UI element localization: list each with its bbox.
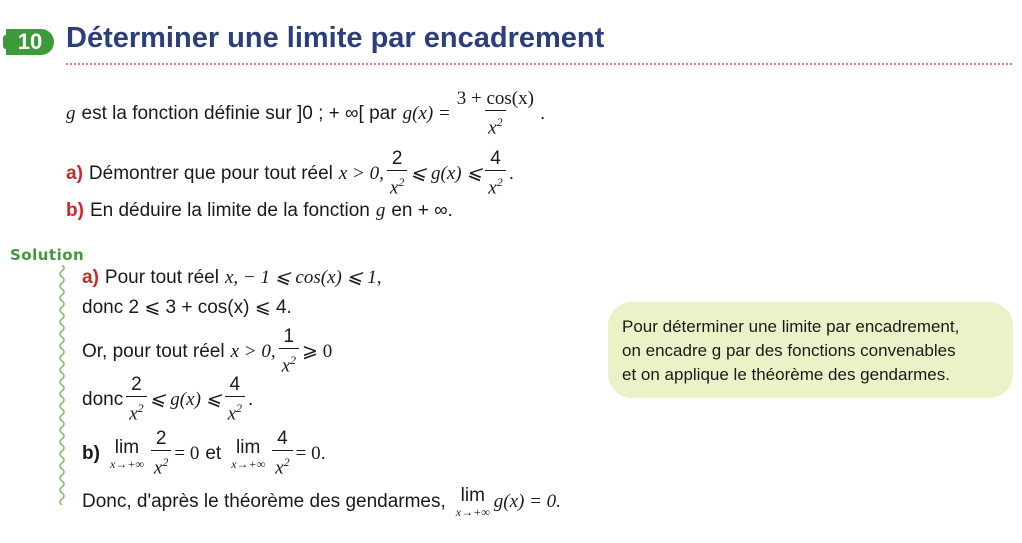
- limit-3: lim x→+∞: [455, 485, 490, 519]
- fraction-2-over-x2: $\frac{2}{x^2}$: [387, 148, 407, 199]
- solution-line-6: [82, 486, 561, 518]
- fraction-1-over-x2: $\frac{1}{x^2}$: [279, 326, 299, 377]
- solution-line-1-math: x, − 1 ⩽ cos(x) ⩽ 1,: [224, 267, 382, 288]
- question-a-cond: x > 0,: [338, 162, 384, 184]
- intro-func: g(x) =: [402, 102, 451, 124]
- solution-line-3-text: Or, pour tout réel: [82, 340, 225, 362]
- limit-1: lim x→+∞: [109, 436, 144, 471]
- fraction-numerator: 3 + cos(x): [456, 88, 534, 109]
- solution-line-3-math: x > 0,: [230, 340, 276, 362]
- solution-line-1-text: Pour tout réel: [104, 266, 219, 288]
- solution-line-4: donc $\frac{2}{x^2}$ ⩽ g(x) ⩽ $\frac{4}{x^2}$ .: [82, 374, 254, 425]
- solution-line-3-end: ⩾ 0: [302, 341, 333, 363]
- tip-line-3: et on applique le théorème des gendarmes.: [622, 365, 950, 384]
- tip-line-1: Pour déterminer une limite par encadrement,: [622, 317, 960, 336]
- question-b: [66, 200, 453, 222]
- solution-et: et: [205, 442, 222, 464]
- solution-line-6-text: Donc, d'après le théorème des gendarmes,: [82, 491, 446, 512]
- exercise-title: Déterminer une limite par encadrement: [66, 22, 605, 54]
- fraction-definition: [454, 88, 537, 139]
- question-b-label: b): [66, 200, 84, 221]
- solution-line-4-text: donc: [82, 388, 124, 410]
- statement-intro: g est la fonction définie sur ]0 ; + ∞[ par g(x) = $\frac{3 + \cos(x)}{x^2}$ .: [66, 88, 546, 139]
- fraction-4-over-x2: $\frac{4}{x^2}$: [485, 148, 505, 199]
- question-a-label: a): [66, 162, 83, 184]
- solution-line-2: [82, 296, 292, 319]
- intro-text: est la fonction définie sur ]0 ; + ∞[ par: [81, 102, 397, 124]
- tip-line-2: on encadre g par des fonctions convenables: [622, 341, 956, 360]
- solution-line-6-end: g(x) = 0.: [493, 491, 561, 512]
- solution-label: Solution: [10, 246, 85, 264]
- solution-line-2-text: donc 2 ⩽ 3 + cos(x) ⩽ 4.: [82, 297, 292, 318]
- question-b-text: En déduire la limite de la fonction: [89, 200, 370, 221]
- question-b-g: g: [375, 200, 386, 221]
- solution-line-1: [82, 266, 382, 289]
- fraction-denominator: $x^2$: [485, 110, 505, 139]
- question-a: a) Démontrer que pour tout réel x > 0, $\frac{2}{x^2}$ ⩽ g(x) ⩽ $\frac{4}{x^2}$ .: [66, 148, 514, 199]
- solution-a-label: a): [82, 266, 99, 288]
- solution-wavy-brace: [56, 265, 68, 505]
- method-tip-box: [608, 302, 1013, 398]
- function-g: g: [66, 102, 76, 124]
- limit-2: lim x→+∞: [231, 436, 266, 471]
- exercise-number-badge: 10: [6, 29, 54, 55]
- question-a-text: Démontrer que pour tout réel: [88, 162, 333, 184]
- solution-b-label: b): [82, 442, 100, 464]
- question-b-end: en + ∞.: [391, 200, 453, 221]
- solution-line-5: b) lim x→+∞ $\frac{2}{x^2}$ = 0 et lim x→+∞ $\frac{4}{x^2}$ = 0 .: [82, 428, 326, 479]
- title-dotted-rule: [66, 63, 1012, 65]
- exercise-header: [0, 20, 1022, 70]
- solution-line-3: [82, 326, 332, 377]
